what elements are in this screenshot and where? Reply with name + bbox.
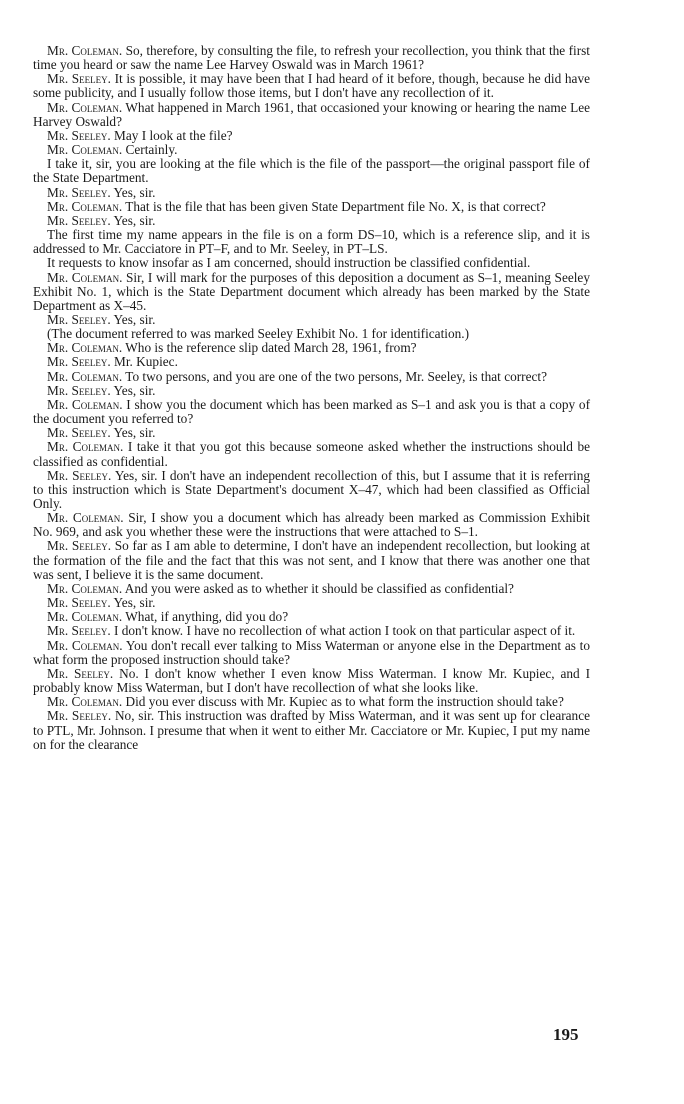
- speaker-name: Mr. Seeley.: [47, 212, 111, 228]
- transcript-paragraph: [33, 143, 590, 157]
- speaker-name: Mr. Coleman.: [47, 198, 123, 214]
- transcript-paragraph: [33, 582, 590, 596]
- paragraph-text: It requests to know insofar as I am concerned, should instruction be classified confidential.: [47, 255, 531, 271]
- transcript-body: [33, 44, 590, 752]
- page-number: 195: [553, 1025, 579, 1044]
- paragraph-text: What, if anything, did you do?: [122, 609, 289, 625]
- paragraph-text: So far as I am able to determine, I don't have an independent recollection, but looking at the formation of the file and the fact that this was not sent, and I know that there was another one that was sent, I believe it is the same document.: [33, 538, 591, 582]
- transcript-paragraph: [33, 228, 590, 256]
- paragraph-text: I show you the document which has been marked as S–1 and ask you is that a copy of the document you referred to?: [33, 396, 591, 427]
- paragraph-text: To two persons, and you are one of the two persons, Mr. Seeley, is that correct?: [122, 368, 548, 384]
- transcript-paragraph: [33, 511, 590, 539]
- transcript-paragraph: [33, 639, 590, 667]
- speaker-name: Mr. Coleman.: [47, 439, 124, 455]
- speaker-name: Mr. Coleman.: [47, 99, 123, 115]
- speaker-name: Mr. Seeley.: [47, 127, 111, 143]
- paragraph-text: You don't recall ever talking to Miss Waterman or anyone else in the Department as to what form the proposed instruction should take?: [33, 637, 590, 667]
- paragraph-text: The first time my name appears in the file is on a form DS–10, which is a reference slip, and it is addressed to Mr. Cacciatore in PT–F, and to Mr. Seeley, in PT–LS.: [33, 227, 590, 257]
- speaker-name: Mr. Seeley.: [47, 382, 111, 398]
- paragraph-text: Yes, sir.: [110, 212, 156, 228]
- paragraph-text: No, sir. This instruction was drafted by Miss Waterman, and it was sent up for clearance to PTL, Mr. Johnson. I presume that when it went to either Mr. Cacciatore or Mr. Kupiec, I put my name on for the clearance: [33, 708, 590, 752]
- transcript-paragraph: [33, 214, 590, 228]
- paragraph-text: Sir, I show you a document which has already been marked as Commission Exhibit No. 969, and ask you whether these were the instructions that were attached to S–1.: [33, 510, 590, 540]
- paragraph-text: That is the file that has been given State Department file No. X, is that correct?: [122, 198, 546, 214]
- transcript-paragraph: [33, 398, 590, 426]
- transcript-paragraph: [33, 341, 590, 355]
- paragraph-text: Certainly.: [122, 142, 178, 158]
- speaker-name: Mr. Seeley.: [47, 354, 111, 370]
- transcript-paragraph: [33, 695, 590, 709]
- transcript-paragraph: [33, 129, 590, 143]
- transcript-paragraph: [33, 370, 590, 384]
- speaker-name: Mr. Coleman.: [47, 43, 123, 58]
- speaker-name: Mr. Coleman.: [47, 637, 123, 653]
- speaker-name: Mr. Seeley.: [47, 467, 112, 483]
- transcript-paragraph: [33, 157, 590, 185]
- paragraph-text: (The document referred to was marked Seeley Exhibit No. 1 for identification.): [47, 326, 470, 342]
- paragraph-text: Sir, I will mark for the purposes of this deposition a document as S–1, meaning Seeley Exhibit No. 1, which is the State Department document which already has been marked by the State Department as X–45.: [33, 269, 590, 313]
- transcript-paragraph: [33, 469, 590, 511]
- transcript-paragraph: [33, 72, 590, 100]
- speaker-name: Mr. Seeley.: [47, 425, 111, 441]
- speaker-name: Mr. Seeley.: [47, 708, 112, 724]
- transcript-paragraph: [33, 327, 590, 341]
- transcript-paragraph: [33, 426, 590, 440]
- speaker-name: Mr. Coleman.: [47, 269, 123, 285]
- speaker-name: Mr. Seeley.: [47, 623, 111, 639]
- paragraph-text: I take it that you got this because someone asked whether the instructions should be classified as confidential.: [33, 439, 590, 469]
- speaker-name: Mr. Coleman.: [47, 580, 123, 596]
- speaker-name: Mr. Seeley.: [47, 595, 111, 611]
- paragraph-text: Yes, sir.: [110, 311, 156, 327]
- paragraph-text: Did you ever discuss with Mr. Kupiec as to what form the instruction should take?: [122, 694, 564, 710]
- speaker-name: Mr. Coleman.: [47, 609, 123, 625]
- transcript-paragraph: [33, 271, 590, 313]
- speaker-name: Mr. Seeley.: [47, 665, 114, 681]
- transcript-paragraph: [33, 709, 590, 751]
- transcript-paragraph: [33, 539, 590, 581]
- transcript-paragraph: [33, 44, 590, 72]
- paragraph-text: No. I don't know whether I even know Miss Waterman. I know Mr. Kupiec, and I probably know Miss Waterman, but I don't have recollection of what she looks like.: [33, 665, 590, 696]
- transcript-paragraph: [33, 596, 590, 610]
- paragraph-text: What happened in March 1961, that occasioned your knowing or hearing the name Lee Harvey Oswald?: [33, 99, 590, 129]
- transcript-paragraph: [33, 667, 590, 695]
- speaker-name: Mr. Coleman.: [47, 368, 123, 384]
- transcript-paragraph: [33, 355, 590, 369]
- paragraph-text: And you were asked as to whether it should be classified as confidential?: [122, 580, 514, 596]
- paragraph-text: May I look at the file?: [110, 127, 233, 143]
- paragraph-text: Who is the reference slip dated March 28, 1961, from?: [122, 340, 417, 356]
- speaker-name: Mr. Coleman.: [47, 694, 123, 710]
- transcript-paragraph: [33, 256, 590, 270]
- paragraph-text: I don't know. I have no recollection of what action I took on that particular aspect of it.: [110, 623, 576, 639]
- paragraph-text: Yes, sir. I don't have an independent recollection of this, but I assume that it is referring to this instruction which is State Department's document X–47, which had been classified as Official Only.: [33, 467, 591, 511]
- paragraph-text: It is possible, it may have been that I had heard of it before, though, because he did have some publicity, and I usually follow those items, but I don't have any recollection of it.: [33, 71, 590, 101]
- paragraph-text: Yes, sir.: [110, 382, 156, 398]
- paragraph-text: So, therefore, by consulting the file, to refresh your recollection, you think that the first time you heard or saw the name Lee Harvey Oswald was in March 1961?: [33, 43, 590, 73]
- paragraph-text: Yes, sir.: [110, 184, 156, 200]
- speaker-name: Mr. Seeley.: [47, 71, 111, 87]
- transcript-paragraph: [33, 610, 590, 624]
- speaker-name: Mr. Seeley.: [47, 538, 112, 554]
- transcript-paragraph: [33, 186, 590, 200]
- speaker-name: Mr. Coleman.: [47, 510, 124, 526]
- transcript-paragraph: [33, 440, 590, 468]
- paragraph-text: Mr. Kupiec.: [110, 354, 178, 370]
- speaker-name: Mr. Coleman.: [47, 396, 123, 412]
- transcript-paragraph: [33, 200, 590, 214]
- paragraph-text: Yes, sir.: [110, 425, 156, 441]
- paragraph-text: Yes, sir.: [110, 595, 156, 611]
- transcript-paragraph: [33, 313, 590, 327]
- transcript-paragraph: [33, 101, 590, 129]
- transcript-paragraph: [33, 384, 590, 398]
- paragraph-text: I take it, sir, you are looking at the file which is the file of the passport—the original passport file of the State Department.: [33, 156, 590, 186]
- transcript-paragraph: [33, 624, 590, 638]
- speaker-name: Mr. Seeley.: [47, 311, 111, 327]
- speaker-name: Mr. Coleman.: [47, 142, 123, 158]
- speaker-name: Mr. Seeley.: [47, 184, 111, 200]
- speaker-name: Mr. Coleman.: [47, 340, 123, 356]
